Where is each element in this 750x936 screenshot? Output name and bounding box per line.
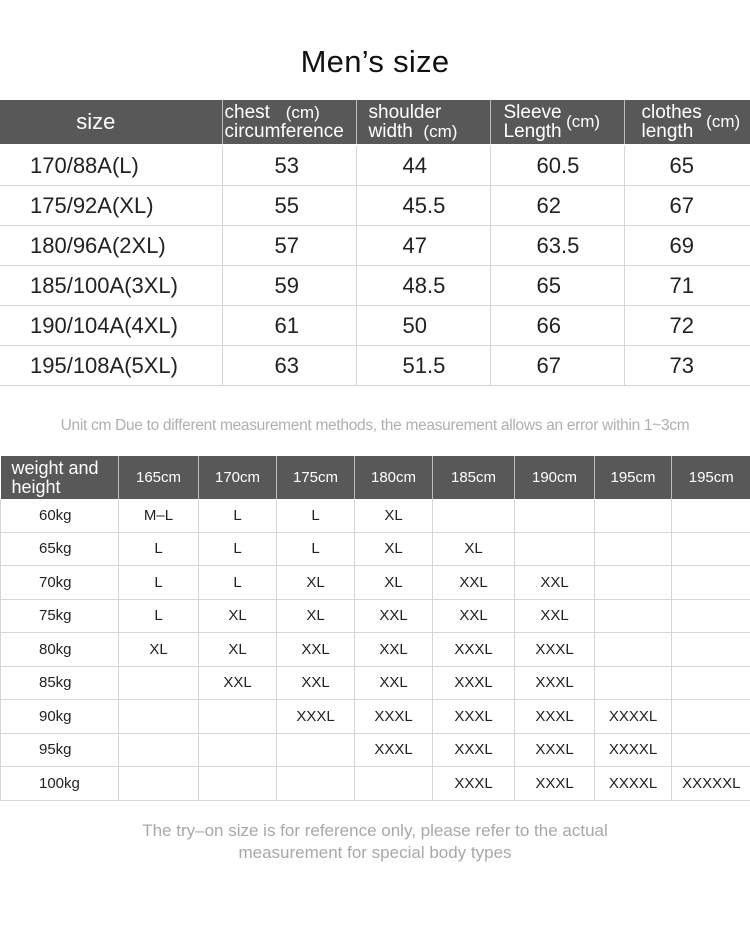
size-value-cell: 62: [490, 186, 624, 226]
size-value-cell: 63.5: [490, 226, 624, 266]
fit-size-cell: XXL: [355, 633, 433, 667]
fit-size-cell: XXL: [199, 666, 277, 700]
fit-size-cell: [199, 733, 277, 767]
fit-size-cell: [119, 767, 199, 801]
fit-size-cell: [672, 566, 750, 600]
weight-cell: 60kg: [1, 499, 119, 532]
fit-size-cell: [119, 700, 199, 734]
size-value-cell: 53: [222, 145, 356, 186]
fit-size-cell: [119, 733, 199, 767]
header-length-main: clothes: [641, 102, 702, 123]
fit-size-cell: [119, 666, 199, 700]
fit-size-cell: XXL: [433, 599, 515, 633]
fit-size-cell: [355, 767, 433, 801]
weight-cell: 85kg: [1, 666, 119, 700]
fit-size-cell: [595, 532, 672, 566]
fit-size-cell: L: [119, 599, 199, 633]
fit-size-cell: XL: [199, 599, 277, 633]
header-height: 190cm: [515, 456, 595, 499]
size-row: [0, 186, 750, 226]
header-shoulder-main: shoulder: [368, 102, 442, 123]
fit-size-cell: [672, 499, 750, 532]
header-chest-unit: (cm): [285, 103, 320, 122]
fit-size-cell: XL: [277, 599, 355, 633]
weight-cell: 70kg: [1, 566, 119, 600]
fit-size-cell: [199, 700, 277, 734]
size-value-cell: 63: [222, 346, 356, 386]
fit-row: [1, 566, 750, 600]
fit-row: [1, 767, 750, 801]
weight-cell: 100kg: [1, 767, 119, 801]
fit-row: [1, 599, 750, 633]
header-height: 185cm: [433, 456, 515, 499]
fit-size-cell: XXXL: [515, 767, 595, 801]
fit-size-cell: [672, 599, 750, 633]
header-sleeve-second: Length: [503, 121, 562, 142]
page-title: Men’s size: [300, 44, 450, 79]
fit-size-cell: XXXL: [433, 666, 515, 700]
fit-size-cell: XL: [355, 566, 433, 600]
fit-size-cell: L: [277, 499, 355, 532]
fit-row: [1, 633, 750, 667]
fit-size-cell: L: [199, 499, 277, 532]
footer-disclaimer: [0, 820, 750, 864]
fit-size-cell: XXXL: [277, 700, 355, 734]
size-label-cell: 190/104A(4XL): [0, 306, 222, 346]
size-row: [0, 346, 750, 386]
fit-size-cell: XXXXL: [595, 767, 672, 801]
fit-size-cell: [277, 767, 355, 801]
fit-size-cell: XXL: [515, 599, 595, 633]
fit-size-cell: [515, 532, 595, 566]
fit-size-cell: [199, 767, 277, 801]
size-value-cell: 67: [624, 186, 750, 226]
fit-size-cell: [595, 599, 672, 633]
header-height: 195cm: [595, 456, 672, 499]
fit-size-cell: XXXL: [433, 700, 515, 734]
header-height: 180cm: [355, 456, 433, 499]
header-weight-height: [1, 456, 119, 499]
size-value-cell: 59: [222, 266, 356, 306]
header-height: 170cm: [199, 456, 277, 499]
size-label-cell: 195/108A(5XL): [0, 346, 222, 386]
fit-size-cell: [672, 633, 750, 667]
header-chest: [222, 100, 356, 145]
header-length: [624, 100, 750, 145]
fit-size-cell: XL: [119, 633, 199, 667]
header-size: size: [0, 100, 222, 145]
size-label-cell: 170/88A(L): [0, 145, 222, 186]
header-sleeve: [490, 100, 624, 145]
fit-size-cell: XXL: [355, 599, 433, 633]
fit-size-cell: XXXL: [433, 767, 515, 801]
measurement-note: Unit cm Due to different measurement methods, the measurement allows an error within 1~3cm: [60, 417, 690, 434]
size-value-cell: 61: [222, 306, 356, 346]
fit-size-cell: M–L: [119, 499, 199, 532]
size-value-cell: 47: [356, 226, 490, 266]
size-value-cell: 73: [624, 346, 750, 386]
header-shoulder: [356, 100, 490, 145]
size-label-cell: 175/92A(XL): [0, 186, 222, 226]
header-shoulder-second: width: [368, 121, 413, 142]
fit-size-cell: [277, 733, 355, 767]
weight-cell: 80kg: [1, 633, 119, 667]
header-height: 195cm: [672, 456, 750, 499]
fit-size-cell: XXXL: [355, 733, 433, 767]
fit-size-cell: XL: [355, 532, 433, 566]
fit-size-cell: XL: [199, 633, 277, 667]
size-chart-table: [0, 100, 750, 386]
fit-size-cell: XXL: [277, 666, 355, 700]
fit-row: [1, 700, 750, 734]
fit-size-cell: L: [199, 532, 277, 566]
fit-size-cell: L: [277, 532, 355, 566]
footer-line1: The try–on size is for reference only, please refer to the actual: [142, 821, 608, 840]
fit-size-cell: [595, 499, 672, 532]
fit-size-cell: XXL: [515, 566, 595, 600]
size-value-cell: 66: [490, 306, 624, 346]
size-value-cell: 65: [490, 266, 624, 306]
fit-size-cell: [672, 700, 750, 734]
fit-size-cell: L: [119, 532, 199, 566]
size-value-cell: 48.5: [356, 266, 490, 306]
fit-size-cell: XL: [277, 566, 355, 600]
fit-row: [1, 666, 750, 700]
fit-size-cell: XXL: [277, 633, 355, 667]
fit-size-cell: [672, 733, 750, 767]
size-value-cell: 72: [624, 306, 750, 346]
fit-size-cell: XXXXL: [595, 700, 672, 734]
fit-size-cell: XXL: [355, 666, 433, 700]
footer-line2: measurement for special body types: [238, 843, 512, 862]
fit-size-cell: L: [199, 566, 277, 600]
fit-size-cell: XXXXXL: [672, 767, 750, 801]
header-length-second: length: [641, 121, 694, 142]
size-value-cell: 57: [222, 226, 356, 266]
corner-line1: weight and: [11, 457, 99, 478]
weight-cell: 75kg: [1, 599, 119, 633]
fit-row: [1, 532, 750, 566]
size-row: [0, 145, 750, 186]
fit-size-cell: XL: [355, 499, 433, 532]
size-value-cell: 71: [624, 266, 750, 306]
header-chest-second: circumference: [224, 121, 344, 142]
size-label-cell: 180/96A(2XL): [0, 226, 222, 266]
fit-size-cell: XL: [433, 532, 515, 566]
header-height: 165cm: [119, 456, 199, 499]
fit-row: [1, 733, 750, 767]
fit-size-cell: XXXL: [355, 700, 433, 734]
size-value-cell: 69: [624, 226, 750, 266]
size-value-cell: 67: [490, 346, 624, 386]
fit-size-cell: [433, 499, 515, 532]
size-label-cell: 185/100A(3XL): [0, 266, 222, 306]
fit-size-cell: [595, 633, 672, 667]
size-value-cell: 45.5: [356, 186, 490, 226]
fit-size-cell: [515, 499, 595, 532]
header-length-unit: (cm): [706, 112, 741, 131]
fit-row: [1, 499, 750, 532]
size-value-cell: 50: [356, 306, 490, 346]
fit-size-cell: XXXL: [433, 633, 515, 667]
header-shoulder-unit: (cm): [423, 122, 458, 141]
header-sleeve-main: Sleeve: [503, 102, 562, 123]
weight-cell: 90kg: [1, 700, 119, 734]
size-row: [0, 266, 750, 306]
fit-size-cell: XXXL: [515, 633, 595, 667]
weight-cell: 95kg: [1, 733, 119, 767]
fit-chart-header: [1, 456, 750, 499]
fit-size-cell: [672, 666, 750, 700]
size-chart-header: [0, 100, 750, 145]
size-row: [0, 226, 750, 266]
fit-size-cell: XXXL: [433, 733, 515, 767]
size-value-cell: 51.5: [356, 346, 490, 386]
fit-size-cell: [672, 532, 750, 566]
fit-size-cell: [595, 666, 672, 700]
fit-chart-table: [0, 456, 750, 801]
size-value-cell: 55: [222, 186, 356, 226]
size-value-cell: 65: [624, 145, 750, 186]
fit-size-cell: XXXXL: [595, 733, 672, 767]
fit-size-cell: XXXL: [515, 733, 595, 767]
corner-line2: height: [11, 476, 61, 497]
size-value-cell: 44: [356, 145, 490, 186]
fit-size-cell: L: [119, 566, 199, 600]
header-chest-main: chest: [224, 102, 270, 123]
weight-cell: 65kg: [1, 532, 119, 566]
size-value-cell: 60.5: [490, 145, 624, 186]
fit-size-cell: XXXL: [515, 666, 595, 700]
header-height: 175cm: [277, 456, 355, 499]
size-row: [0, 306, 750, 346]
fit-size-cell: XXXL: [515, 700, 595, 734]
fit-size-cell: [595, 566, 672, 600]
fit-size-cell: XXL: [433, 566, 515, 600]
header-sleeve-unit: (cm): [566, 112, 601, 131]
